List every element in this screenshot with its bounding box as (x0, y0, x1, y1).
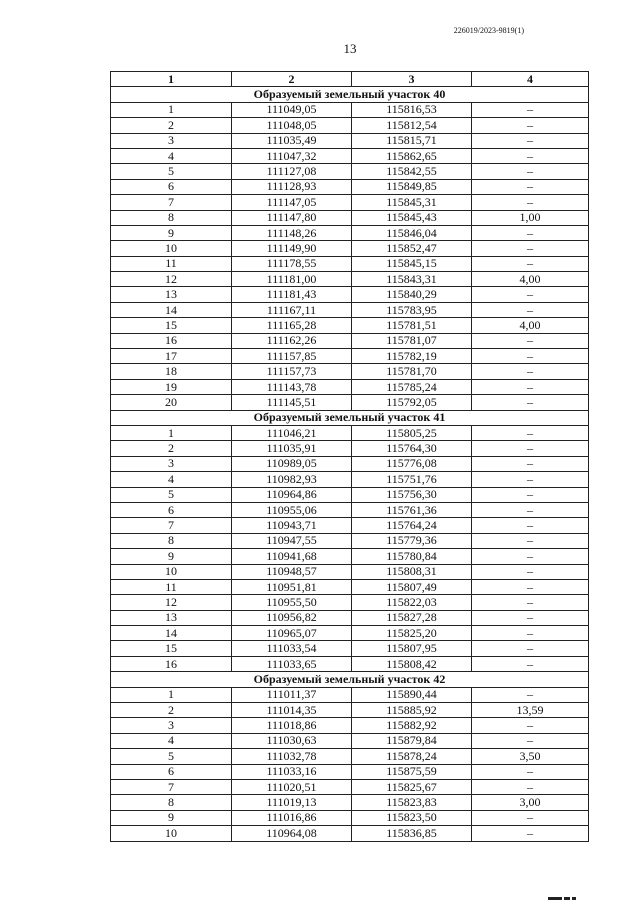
table-row (111, 656, 589, 671)
table-cell: 5 (111, 749, 232, 764)
table-cell: 10 (111, 564, 232, 579)
table-cell: 2 (111, 441, 232, 456)
table-cell: 4,00 (472, 272, 589, 287)
table-row (111, 441, 589, 456)
table-cell: 15 (111, 318, 232, 333)
table-cell: 111033,16 (232, 764, 352, 779)
table-row (111, 703, 589, 718)
table-cell: – (472, 456, 589, 471)
table-cell: 115776,08 (352, 456, 472, 471)
table-cell: 111032,78 (232, 749, 352, 764)
table-cell: 115815,71 (352, 133, 472, 148)
table-row (111, 579, 589, 594)
table-cell: 15 (111, 641, 232, 656)
column-header: 3 (352, 72, 472, 87)
table-cell: 4 (111, 472, 232, 487)
table-cell: 115807,95 (352, 641, 472, 656)
table-cell: – (472, 395, 589, 410)
table-cell: 115764,24 (352, 518, 472, 533)
table-cell: 4,00 (472, 318, 589, 333)
table-cell: 115785,24 (352, 379, 472, 394)
table-cell: 11 (111, 579, 232, 594)
table-row (111, 318, 589, 333)
table-cell: – (472, 349, 589, 364)
table-row (111, 379, 589, 394)
table-cell: 110948,57 (232, 564, 352, 579)
table-cell: 7 (111, 518, 232, 533)
table-row (111, 626, 589, 641)
table-cell: – (472, 148, 589, 163)
table-cell: 111048,05 (232, 118, 352, 133)
table-cell: 111033,65 (232, 656, 352, 671)
table-cell: 110941,68 (232, 549, 352, 564)
section-title: Образуемый земельный участок 40 (111, 87, 589, 102)
table-cell: – (472, 118, 589, 133)
table-cell: 111011,37 (232, 687, 352, 702)
table-row (111, 595, 589, 610)
table-cell: – (472, 487, 589, 502)
table-cell: – (472, 241, 589, 256)
table-cell: 115781,70 (352, 364, 472, 379)
table-cell: 110965,07 (232, 626, 352, 641)
table-cell: 17 (111, 349, 232, 364)
column-header: 1 (111, 72, 232, 87)
table-row (111, 210, 589, 225)
table-cell: 16 (111, 333, 232, 348)
table-cell: – (472, 102, 589, 117)
table-cell: 110982,93 (232, 472, 352, 487)
table-row (111, 687, 589, 702)
table-row (111, 241, 589, 256)
table-cell: 13 (111, 287, 232, 302)
table-cell: 111147,80 (232, 210, 352, 225)
table-cell: – (472, 810, 589, 825)
column-header: 4 (472, 72, 589, 87)
table-cell: 110951,81 (232, 579, 352, 594)
table-cell: 2 (111, 703, 232, 718)
table-cell: 16 (111, 656, 232, 671)
table-cell: 111030,63 (232, 733, 352, 748)
table-cell: 6 (111, 764, 232, 779)
table-cell: 19 (111, 379, 232, 394)
table-cell: – (472, 533, 589, 548)
table-row (111, 641, 589, 656)
table-row (111, 518, 589, 533)
section-title-row (111, 672, 589, 687)
table-cell: 115836,85 (352, 826, 472, 841)
section-title-row (111, 410, 589, 425)
table-cell: 111157,85 (232, 349, 352, 364)
table-cell: 115781,07 (352, 333, 472, 348)
table-cell: 115808,31 (352, 564, 472, 579)
table-cell: – (472, 779, 589, 794)
table-cell: – (472, 333, 589, 348)
table-cell: 115825,20 (352, 626, 472, 641)
table-row (111, 549, 589, 564)
table-cell: 111019,13 (232, 795, 352, 810)
table-cell: 20 (111, 395, 232, 410)
table-cell: 111148,26 (232, 225, 352, 240)
table-cell: 110955,50 (232, 595, 352, 610)
table-row (111, 749, 589, 764)
table-cell: 115842,55 (352, 164, 472, 179)
table-cell: – (472, 425, 589, 440)
table-cell: 115852,47 (352, 241, 472, 256)
table-cell: – (472, 764, 589, 779)
table-cell: 5 (111, 164, 232, 179)
table-cell: 115780,84 (352, 549, 472, 564)
table-cell: 5 (111, 487, 232, 502)
table-row (111, 302, 589, 317)
table-cell: 1,00 (472, 210, 589, 225)
table-cell: 4 (111, 733, 232, 748)
table-cell: 111016,86 (232, 810, 352, 825)
table-cell: 1 (111, 687, 232, 702)
document-id: 226019/2023-9819(1) (453, 26, 524, 35)
table-cell: 115751,76 (352, 472, 472, 487)
table-cell: 110964,86 (232, 487, 352, 502)
table-cell: – (472, 718, 589, 733)
table-cell: 11 (111, 256, 232, 271)
table-row (111, 826, 589, 841)
table-cell: – (472, 287, 589, 302)
table-row (111, 564, 589, 579)
section-title: Образуемый земельный участок 42 (111, 672, 589, 687)
table-cell: 115825,67 (352, 779, 472, 794)
table-row (111, 810, 589, 825)
table-cell: 115823,50 (352, 810, 472, 825)
table-cell: 115816,53 (352, 102, 472, 117)
table-cell: 6 (111, 502, 232, 517)
table-cell: 3,50 (472, 749, 589, 764)
table-row (111, 164, 589, 179)
table-cell: 110955,06 (232, 502, 352, 517)
table-cell: 111128,93 (232, 179, 352, 194)
table-cell: 1 (111, 102, 232, 117)
table-cell: – (472, 179, 589, 194)
table-cell: 115890,44 (352, 687, 472, 702)
table-cell: 13 (111, 610, 232, 625)
table-cell: 115807,49 (352, 579, 472, 594)
table-cell: 7 (111, 195, 232, 210)
table-cell: 12 (111, 595, 232, 610)
table-cell: – (472, 502, 589, 517)
table-cell: 115885,92 (352, 703, 472, 718)
table-cell: 10 (111, 241, 232, 256)
table-cell: 115827,28 (352, 610, 472, 625)
table-row (111, 795, 589, 810)
table-row (111, 718, 589, 733)
table-cell: 14 (111, 302, 232, 317)
table-header-row (111, 72, 589, 87)
table-cell: – (472, 564, 589, 579)
table-cell: – (472, 195, 589, 210)
table-cell: – (472, 164, 589, 179)
table-row (111, 733, 589, 748)
table-cell: 111149,90 (232, 241, 352, 256)
table-cell: – (472, 364, 589, 379)
table-cell: – (472, 441, 589, 456)
table-cell: 111147,05 (232, 195, 352, 210)
page-number: 13 (343, 41, 357, 56)
table-cell: – (472, 133, 589, 148)
section-title: Образуемый земельный участок 41 (111, 410, 589, 425)
table-cell: 3 (111, 718, 232, 733)
table-cell: 12 (111, 272, 232, 287)
table-cell: 4 (111, 148, 232, 163)
table-cell: 14 (111, 626, 232, 641)
table-cell: 111145,51 (232, 395, 352, 410)
table-cell: 115882,92 (352, 718, 472, 733)
table-cell: 111143,78 (232, 379, 352, 394)
table-cell: 111127,08 (232, 164, 352, 179)
table-cell: 115808,42 (352, 656, 472, 671)
table-row (111, 133, 589, 148)
table-cell: – (472, 256, 589, 271)
table-cell: 115845,15 (352, 256, 472, 271)
table-row (111, 148, 589, 163)
table-cell: 8 (111, 210, 232, 225)
table-row (111, 472, 589, 487)
table-cell: 3 (111, 456, 232, 471)
table-cell: 115756,30 (352, 487, 472, 502)
table-row (111, 425, 589, 440)
table-row (111, 333, 589, 348)
table-cell: 111020,51 (232, 779, 352, 794)
table-cell: 115823,83 (352, 795, 472, 810)
table-cell: – (472, 302, 589, 317)
table-cell: 111167,11 (232, 302, 352, 317)
table-cell: 10 (111, 826, 232, 841)
table-row (111, 118, 589, 133)
table-cell: 115845,43 (352, 210, 472, 225)
table-cell: 110943,71 (232, 518, 352, 533)
table-row (111, 287, 589, 302)
table-cell: 115845,31 (352, 195, 472, 210)
table-cell: – (472, 595, 589, 610)
table-cell: 111035,49 (232, 133, 352, 148)
table-cell: – (472, 826, 589, 841)
table-cell: – (472, 518, 589, 533)
table-cell: 110947,55 (232, 533, 352, 548)
table-cell: 115879,84 (352, 733, 472, 748)
table-cell: 18 (111, 364, 232, 379)
table-cell: 115840,29 (352, 287, 472, 302)
table-cell: 111157,73 (232, 364, 352, 379)
table-cell: 3,00 (472, 795, 589, 810)
coordinates-table-body (111, 72, 589, 842)
table-row (111, 225, 589, 240)
table-cell: 111035,91 (232, 441, 352, 456)
table-cell: – (472, 656, 589, 671)
table-cell: – (472, 549, 589, 564)
table-cell: 111049,05 (232, 102, 352, 117)
table-cell: – (472, 472, 589, 487)
table-cell: 115792,05 (352, 395, 472, 410)
table-cell: 8 (111, 795, 232, 810)
table-row (111, 179, 589, 194)
table-cell: 6 (111, 179, 232, 194)
table-cell: – (472, 626, 589, 641)
table-cell: 3 (111, 133, 232, 148)
column-header: 2 (232, 72, 352, 87)
table-row (111, 779, 589, 794)
table-cell: 13,59 (472, 703, 589, 718)
table-cell: 111162,26 (232, 333, 352, 348)
table-row (111, 456, 589, 471)
table-cell: 115783,95 (352, 302, 472, 317)
table-cell: 115875,59 (352, 764, 472, 779)
table-cell: 110956,82 (232, 610, 352, 625)
table-row (111, 502, 589, 517)
table-cell: 115849,85 (352, 179, 472, 194)
table-cell: 115862,65 (352, 148, 472, 163)
table-row (111, 764, 589, 779)
table-cell: 115761,36 (352, 502, 472, 517)
table-cell: 1 (111, 425, 232, 440)
section-title-row (111, 87, 589, 102)
table-row (111, 272, 589, 287)
table-row (111, 395, 589, 410)
table-row (111, 349, 589, 364)
table-cell: 111178,55 (232, 256, 352, 271)
table-cell: 115764,30 (352, 441, 472, 456)
table-cell: – (472, 225, 589, 240)
table-cell: 115878,24 (352, 749, 472, 764)
table-cell: 2 (111, 118, 232, 133)
table-cell: 115846,04 (352, 225, 472, 240)
table-row (111, 364, 589, 379)
table-cell: 115812,54 (352, 118, 472, 133)
footer-mark (548, 889, 588, 893)
table-cell: 7 (111, 779, 232, 794)
table-cell: – (472, 733, 589, 748)
table-cell: 9 (111, 810, 232, 825)
table-cell: 9 (111, 549, 232, 564)
table-cell: 111018,86 (232, 718, 352, 733)
table-cell: 115822,03 (352, 595, 472, 610)
table-cell: – (472, 579, 589, 594)
table-cell: 115779,36 (352, 533, 472, 548)
table-row (111, 487, 589, 502)
table-cell: 111181,43 (232, 287, 352, 302)
table-row (111, 533, 589, 548)
table-cell: 115843,31 (352, 272, 472, 287)
table-row (111, 256, 589, 271)
table-cell: – (472, 610, 589, 625)
table-cell: 9 (111, 225, 232, 240)
table-cell: – (472, 687, 589, 702)
table-cell: 110964,08 (232, 826, 352, 841)
table-cell: – (472, 641, 589, 656)
table-cell: 115781,51 (352, 318, 472, 333)
table-row (111, 102, 589, 117)
table-cell: – (472, 379, 589, 394)
table-cell: 111014,35 (232, 703, 352, 718)
table-cell: 111181,00 (232, 272, 352, 287)
table-cell: 111033,54 (232, 641, 352, 656)
table-cell: 110989,05 (232, 456, 352, 471)
table-row (111, 610, 589, 625)
table-cell: 8 (111, 533, 232, 548)
coordinates-table (110, 71, 589, 842)
table-row (111, 195, 589, 210)
table-cell: 111165,28 (232, 318, 352, 333)
table-cell: 115782,19 (352, 349, 472, 364)
table-cell: 111046,21 (232, 425, 352, 440)
table-cell: 111047,32 (232, 148, 352, 163)
table-cell: 115805,25 (352, 425, 472, 440)
